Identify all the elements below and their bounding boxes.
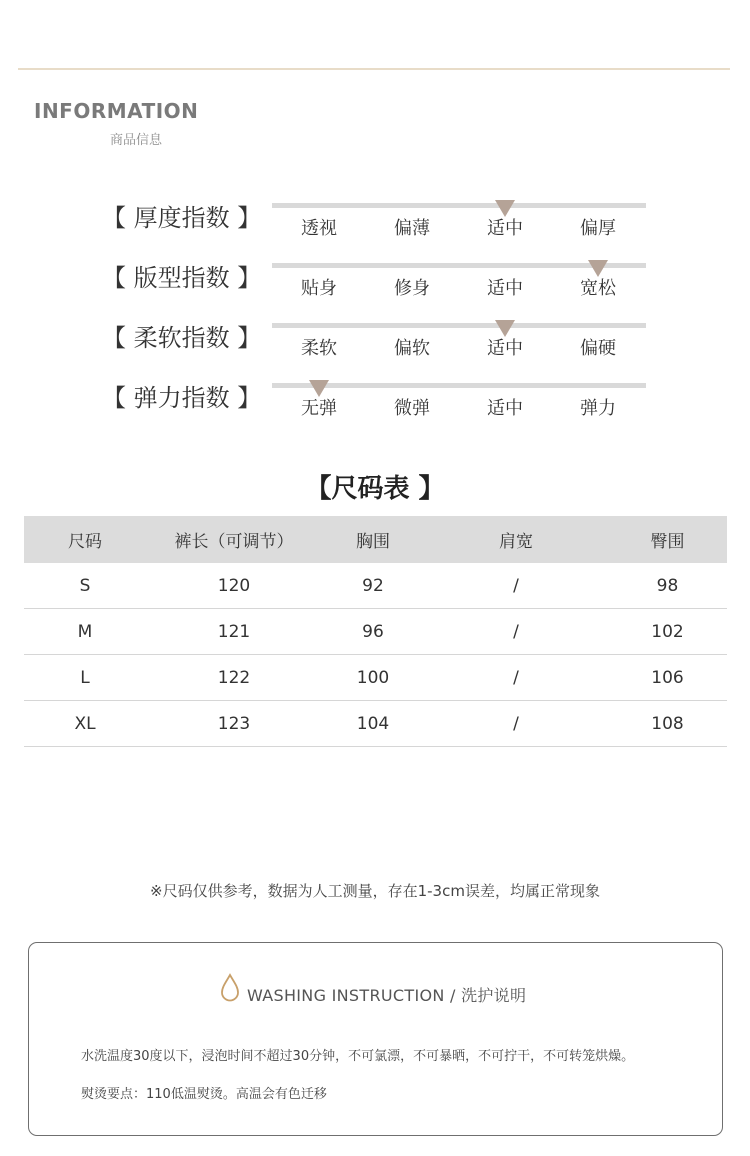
index-row-softness (0, 318, 750, 378)
table-cell: S (24, 563, 146, 609)
table-cell: 122 (146, 655, 322, 701)
table-cell: 121 (146, 609, 322, 655)
table-cell: / (424, 609, 608, 655)
table-cell: 96 (322, 609, 424, 655)
table-header-row (24, 516, 727, 563)
table-cell: 92 (322, 563, 424, 609)
index-option: 适中 (487, 398, 523, 419)
index-option: 弹力 (580, 398, 616, 419)
washing-instruction-box (28, 942, 723, 1136)
index-option: 偏厚 (580, 218, 616, 239)
water-drop-icon (219, 973, 241, 1003)
index-option: 宽松 (580, 278, 616, 299)
index-option: 柔软 (301, 338, 337, 359)
table-cell: 102 (608, 609, 727, 655)
table-cell: L (24, 655, 146, 701)
index-option: 贴身 (301, 278, 337, 299)
washing-text: 水洗温度30度以下，浸泡时间不超过30分钟，不可氯漂，不可暴晒，不可拧干，不可转笼烘燥。 (81, 1049, 635, 1064)
table-cell: M (24, 609, 146, 655)
table-header-cell: 尺码 (24, 516, 146, 563)
index-option: 适中 (487, 338, 523, 359)
index-row-fit (0, 258, 750, 318)
table-header-cell: 臀围 (608, 516, 727, 563)
index-option: 无弹 (301, 398, 337, 419)
table-row (24, 655, 727, 701)
washing-title: WASHING INSTRUCTION / 洗护说明 (247, 986, 527, 1005)
size-table (24, 516, 727, 747)
index-bar (272, 323, 646, 328)
table-cell: XL (24, 701, 146, 747)
table-cell: 123 (146, 701, 322, 747)
index-option: 透视 (301, 218, 337, 239)
index-option: 偏硬 (580, 338, 616, 359)
table-cell: 120 (146, 563, 322, 609)
table-cell: 106 (608, 655, 727, 701)
index-label: 【 厚度指数 】 (102, 204, 262, 232)
index-label: 【 柔软指数 】 (102, 324, 262, 352)
index-option: 偏薄 (394, 218, 430, 239)
index-label: 【 弹力指数 】 (102, 384, 262, 412)
table-header-cell: 肩宽 (424, 516, 608, 563)
table-cell: / (424, 563, 608, 609)
ironing-text: 熨烫要点：110低温熨烫。高温会有色迁移 (81, 1087, 327, 1102)
table-row (24, 701, 727, 747)
index-row-thickness (0, 198, 750, 258)
table-cell: 98 (608, 563, 727, 609)
table-cell: / (424, 655, 608, 701)
top-divider (18, 68, 730, 70)
index-label: 【 版型指数 】 (102, 264, 262, 292)
table-cell: 108 (608, 701, 727, 747)
index-option: 微弹 (394, 398, 430, 419)
table-cell: / (424, 701, 608, 747)
table-cell: 100 (322, 655, 424, 701)
index-option: 修身 (394, 278, 430, 299)
table-header-cell: 裤长（可调节） (146, 516, 322, 563)
size-note: ※尺码仅供参考，数据为人工测量，存在1-3cm误差，均属正常现象 (150, 882, 600, 900)
section-subtitle: 商品信息 (110, 133, 163, 148)
table-cell: 104 (322, 701, 424, 747)
index-bar (272, 203, 646, 208)
size-chart-title: 【尺码表 】 (305, 474, 445, 504)
index-option: 偏软 (394, 338, 430, 359)
index-option: 适中 (487, 278, 523, 299)
table-row (24, 609, 727, 655)
index-option: 适中 (487, 218, 523, 239)
table-header-cell: 胸围 (322, 516, 424, 563)
section-title: INFORMATION (34, 99, 199, 123)
table-row (24, 563, 727, 609)
index-row-elasticity (0, 378, 750, 438)
